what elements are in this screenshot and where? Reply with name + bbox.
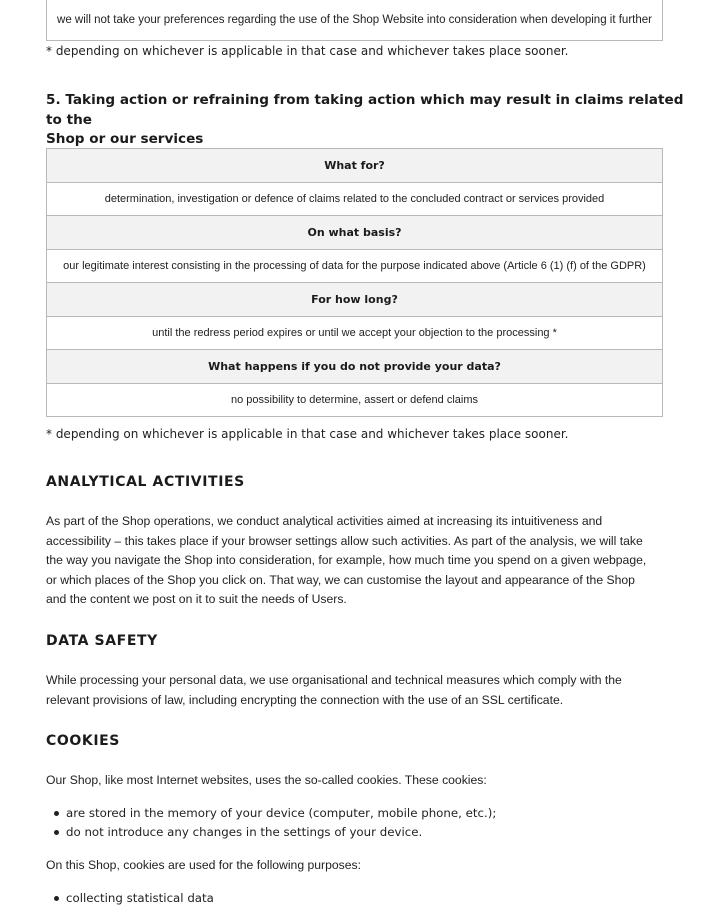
cookies-bullet-list	[46, 804, 496, 842]
table-row	[47, 283, 663, 317]
claims-info-table	[46, 148, 663, 417]
analytical-heading: ANALYTICAL ACTIVITIES	[46, 474, 245, 490]
data-safety-heading: DATA SAFETY	[46, 633, 158, 649]
bullet-icon	[54, 896, 59, 901]
analytical-paragraph	[46, 512, 676, 610]
footnote: * depending on whichever is applicable in that case and whichever takes place sooner.	[46, 427, 569, 441]
answer-cell: no possibility to determine, assert or defend claims	[47, 383, 663, 417]
section-5-title	[46, 91, 686, 150]
list-item-text: collecting statistical data	[66, 891, 214, 905]
cookies-intro: Our Shop, like most Internet websites, uses the so-called cookies. These cookies:	[46, 773, 487, 787]
section-title-line: 5. Taking action or refraining from taking action which may result in claims related to the	[46, 92, 684, 128]
table-row	[47, 149, 663, 183]
bullet-icon	[54, 811, 59, 816]
answer-cell: determination, investigation or defence of claims related to the concluded contract or services provided	[47, 182, 663, 216]
list-item	[66, 823, 496, 842]
question-cell: For how long?	[47, 283, 663, 317]
table-row	[47, 249, 663, 283]
list-item	[66, 889, 214, 908]
list-item-text: are stored in the memory of your device (computer, mobile phone, etc.);	[66, 806, 497, 820]
table-row	[47, 383, 663, 417]
list-item	[66, 804, 496, 823]
section-title-line: Shop or our services	[46, 131, 204, 147]
paragraph-line: relevant provisions of law, including encrypting the connection with the use of an SSL certificate.	[46, 692, 564, 707]
table-cell: we will not take your preferences regarding the use of the Shop Website into consideration when developing it further	[46, 0, 663, 41]
cookies-purposes-list	[46, 889, 214, 908]
list-item-text: do not introduce any changes in the settings of your device.	[66, 825, 423, 839]
table-row	[47, 182, 663, 216]
paragraph-line: accessibility – this takes place if your browser settings allow such activities. As part of the analysis, we will take	[46, 533, 643, 548]
question-cell: What happens if you do not provide your data?	[47, 350, 663, 384]
paragraph-line: and the content we post on it to suit the needs of Users.	[46, 592, 347, 607]
answer-cell: until the redress period expires or until we accept your objection to the processing *	[47, 316, 663, 350]
bullet-icon	[54, 830, 59, 835]
cookies-purposes-intro: On this Shop, cookies are used for the following purposes:	[46, 858, 362, 872]
data-safety-paragraph	[46, 671, 676, 710]
footnote: * depending on whichever is applicable in that case and whichever takes place sooner.	[46, 44, 569, 58]
table-row	[47, 350, 663, 384]
paragraph-line: While processing your personal data, we use organisational and technical measures which comply with the	[46, 673, 622, 687]
cookies-heading: COOKIES	[46, 733, 120, 749]
question-cell: On what basis?	[47, 216, 663, 250]
paragraph-line: the way you navigate the Shop into consideration, for example, how much time you spend on a given webpage,	[46, 553, 647, 568]
paragraph-line: As part of the Shop operations, we conduct analytical activities aimed at increasing its intuitiveness and	[46, 514, 603, 528]
question-cell: What for?	[47, 149, 663, 183]
answer-cell: our legitimate interest consisting in the processing of data for the purpose indicated above (Article 6 (1) (f) of the GDPR)	[47, 249, 663, 283]
table-row	[47, 216, 663, 250]
table-row	[47, 316, 663, 350]
claims-table	[46, 148, 663, 417]
preferences-table	[46, 0, 663, 41]
paragraph-line: or which places of the Shop you click on. That way, we can customise the layout and appearance of the Shop	[46, 572, 635, 587]
